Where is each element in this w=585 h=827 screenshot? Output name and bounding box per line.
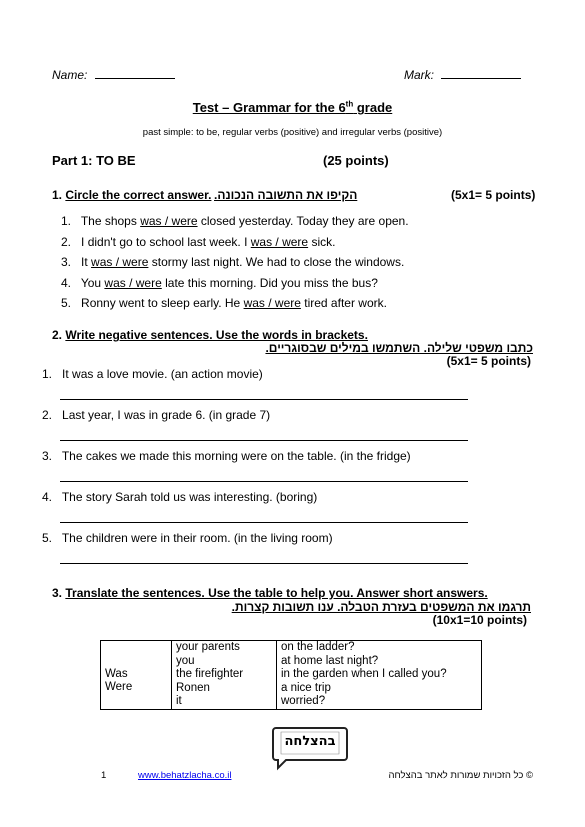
s2-item-text: Last year, I was in grade 6. (in grade 7) — [62, 408, 271, 422]
s1-item-post: closed yesterday. Today they are open. — [197, 214, 409, 228]
section1-num: 1. — [52, 188, 63, 202]
s1-item-num: 4. — [61, 276, 72, 290]
s1-item-pre: It — [81, 255, 92, 269]
section3-hebrew: תרגמו את המשפטים בעזרת הטבלה. ענו תשובות קצרות. — [231, 600, 531, 614]
s1-item-num: 5. — [61, 296, 72, 310]
table-col-verb — [101, 641, 172, 710]
name-field — [52, 68, 175, 82]
section3-instruction: Translate the sentences. Use the table to help you. Answer short answers. — [65, 586, 488, 600]
s2-item-num: 4. — [42, 490, 53, 504]
answer-line[interactable] — [60, 440, 468, 441]
section2-hebrew: כתבו משפטי שלילה. השתמשו במילים שבסוגריים. — [265, 341, 533, 355]
s1-item-pre: Ronny went to sleep early. He — [81, 296, 244, 310]
s2-item-text: The cakes we made this morning were on the table. (in the fridge) — [61, 449, 411, 463]
s1-item-num: 2. — [61, 235, 72, 249]
page-number: 1 — [101, 770, 107, 781]
table-cell: worried? — [281, 695, 326, 707]
part1-title: Part 1: TO BE — [52, 153, 136, 168]
s2-item — [42, 408, 270, 422]
s1-item-pre: The shops — [80, 214, 141, 228]
part1-points: (25 points) — [323, 153, 389, 168]
s1-item-num: 1. — [61, 214, 72, 228]
table-cell: on the ladder? — [281, 641, 355, 653]
answer-line[interactable] — [60, 522, 468, 523]
s1-item-num: 3. — [61, 255, 72, 269]
s1-item — [61, 276, 378, 290]
s2-item-text: It was a love movie. (an action movie) — [62, 367, 263, 381]
s1-item-pre: You — [80, 276, 105, 290]
section2-num: 2. — [52, 328, 63, 342]
subtitle: past simple: to be, regular verbs (positive) and irregular verbs (positive) — [142, 127, 443, 138]
answer-line[interactable] — [60, 399, 468, 400]
mark-blank[interactable] — [441, 68, 521, 79]
table-cell: the firefighter — [176, 668, 244, 680]
table-cell: at home last night? — [281, 654, 379, 667]
answer-line[interactable] — [60, 563, 468, 564]
s2-item-num: 1. — [42, 367, 53, 381]
title-end: grade — [353, 100, 393, 116]
section3-points: (10x1=10 points) — [432, 613, 527, 627]
table-cell: Ronen — [176, 681, 210, 694]
answer-line[interactable] — [60, 481, 468, 482]
table-cell: it — [176, 695, 182, 707]
s1-item-post: sick. — [308, 235, 336, 249]
s2-item-text: The story Sarah told us was interesting. (boring) — [61, 490, 318, 504]
table-cell: you — [176, 654, 195, 667]
table-cell: your parents — [176, 641, 240, 653]
s2-item — [42, 449, 411, 463]
section3-heading — [52, 586, 488, 600]
section1-hebrew: הקיפו את התשובה הנכונה. — [214, 188, 358, 202]
s2-item-num: 2. — [42, 408, 53, 422]
s1-choice[interactable]: was / were — [243, 296, 301, 310]
title-main: Test – Grammar for the 6 — [192, 100, 346, 116]
section3-num: 3. — [52, 586, 63, 600]
s1-item-post: tired after work. — [300, 296, 387, 310]
table-cell: Was — [105, 667, 128, 680]
table-cell: in the garden when I called you? — [281, 668, 447, 680]
copyright-notice: © כל הזכויות שמורות לאתר בהצלחה — [388, 770, 533, 781]
table-col-complement — [277, 641, 482, 710]
s2-item-num: 5. — [42, 531, 53, 545]
s1-choice[interactable]: was / were — [140, 214, 198, 228]
s1-item — [61, 214, 409, 228]
s1-choice[interactable]: was / were — [91, 255, 149, 269]
s1-item — [61, 296, 387, 310]
mark-field — [404, 68, 521, 82]
s2-item-num: 3. — [42, 449, 53, 463]
section1-instruction: Circle the correct answer. — [65, 188, 212, 202]
title-sup: th — [345, 100, 354, 109]
table-cell: Were — [105, 681, 133, 694]
page-title — [0, 100, 585, 115]
section1-points: (5x1= 5 points) — [451, 188, 536, 202]
s2-item — [42, 531, 333, 545]
s1-item-post: stormy last night. We had to close the windows. — [148, 255, 405, 269]
section2-instruction: Write negative sentences. Use the words in brackets. — [65, 328, 368, 342]
name-blank[interactable] — [95, 68, 175, 79]
section1-heading — [52, 188, 211, 202]
s1-choice[interactable]: was / were — [250, 235, 309, 249]
name-label: Name: — [52, 68, 88, 82]
s2-item — [42, 367, 263, 381]
section2-heading — [52, 328, 368, 342]
help-table — [100, 640, 482, 710]
s2-item — [42, 490, 317, 504]
site-link[interactable]: www.behatzlacha.co.il — [138, 770, 232, 781]
s1-choice[interactable]: was / were — [104, 276, 162, 290]
mark-label: Mark: — [404, 68, 434, 82]
s2-item-text: The children were in their room. (in the living room) — [61, 531, 333, 545]
s1-item — [61, 255, 404, 269]
site-logo — [272, 725, 348, 771]
logo-text: בהצלחה — [284, 734, 336, 749]
s1-item-post: late this morning. Did you miss the bus? — [161, 276, 378, 290]
table-col-subject — [172, 641, 277, 710]
s1-item — [61, 235, 335, 249]
table-cell: a nice trip — [281, 681, 331, 694]
section2-points: (5x1= 5 points) — [446, 354, 531, 368]
s1-item-pre: I didn't go to school last week. I — [81, 235, 251, 249]
